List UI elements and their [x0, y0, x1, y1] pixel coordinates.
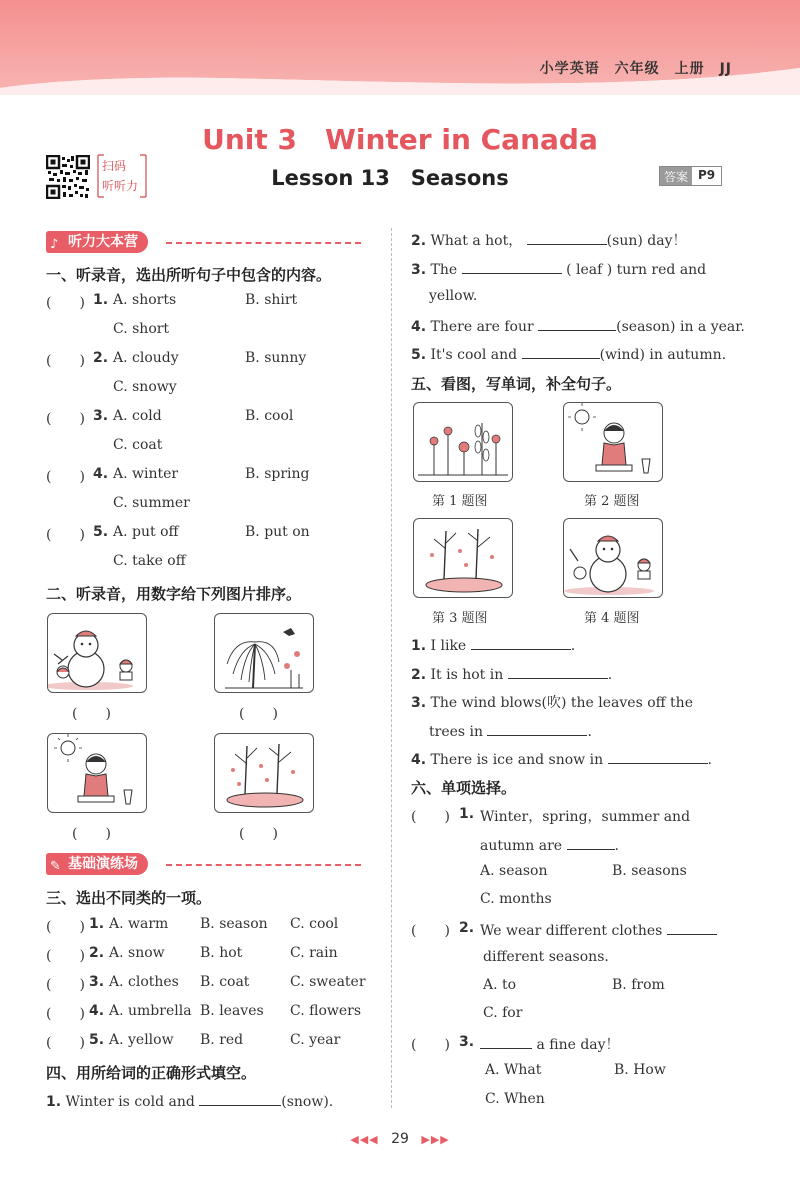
s3-q1-num: 1.	[89, 916, 105, 932]
scan-text-line2: 听听力	[102, 179, 139, 193]
s6-q2-blank[interactable]	[667, 920, 717, 935]
s4-q3-num: 3.	[411, 262, 427, 278]
s6-q1-line2	[480, 835, 619, 854]
s3-q2-option-a: A. snow	[109, 945, 165, 961]
s3-q4-option-a: A. umbrella	[109, 1003, 192, 1019]
s6-q3-line1	[480, 1034, 620, 1054]
banner-practice-pill	[46, 853, 148, 875]
right-arrows-icon: ▶▶▶	[421, 1133, 450, 1146]
s3-q2-option-c: C. rain	[290, 945, 338, 961]
banner-dashed-line	[166, 242, 361, 244]
s5-q4	[411, 749, 712, 768]
s6-q2-num: 2.	[459, 920, 475, 936]
s4-q1-num: 1.	[46, 1094, 62, 1110]
s4-q5-hint: (wind) in autumn.	[599, 347, 727, 363]
s5-caption-2: 第 2 题图	[584, 494, 640, 509]
series-label: 小学英语 六年级 上册 JJ	[539, 61, 732, 77]
s1-q5-option-b: B. put on	[245, 524, 310, 540]
s4-q5	[411, 344, 726, 363]
s4-q3	[411, 259, 706, 278]
s1-q4-num: 4.	[93, 466, 109, 482]
s6-q2-line1-text: We wear different clothes	[480, 923, 663, 939]
s5-q1-blank[interactable]	[471, 635, 571, 650]
s4-q3-text: The	[430, 262, 458, 278]
spring-flowers-picture	[414, 403, 512, 481]
spring-willow-picture	[215, 614, 313, 692]
s6-q1-end: .	[614, 838, 619, 854]
s3-q1-option-b: B. season	[200, 916, 268, 932]
s1-q2-option-c: C. snowy	[113, 379, 177, 395]
pencil-icon: ✎	[50, 859, 61, 874]
s3-q2-num: 2.	[89, 945, 105, 961]
s3-q4-paren[interactable]: ( )	[46, 1006, 85, 1022]
s1-q1-num: 1.	[93, 292, 109, 308]
s5-picture-3	[413, 518, 513, 598]
s3-q2-option-b: B. hot	[200, 945, 243, 961]
s6-q3-option-b: B. How	[614, 1062, 666, 1078]
s5-caption-4: 第 4 题图	[584, 611, 640, 626]
s5-q4-end: .	[707, 752, 712, 768]
summer-girl-picture	[564, 403, 662, 481]
s4-q1	[46, 1091, 333, 1110]
s5-q3-end: .	[587, 724, 592, 740]
snowman-picture	[48, 614, 146, 692]
s1-q1-option-c: C. short	[113, 321, 170, 337]
s3-q1-paren[interactable]: ( )	[46, 919, 85, 935]
s5-q1-text: I like	[430, 638, 467, 654]
s5-q1-num: 1.	[411, 638, 427, 654]
s4-q4-text: There are four	[430, 319, 534, 335]
banner-practice-label: 基础演练场	[68, 856, 138, 872]
s1-q4-option-b: B. spring	[245, 466, 310, 482]
s5-q2-num: 2.	[411, 667, 427, 683]
s6-q2-line1	[480, 920, 717, 939]
headphone-icon: ♪	[50, 237, 59, 252]
s4-q4-blank[interactable]	[538, 316, 616, 331]
answer-key-label: 答案	[660, 167, 692, 185]
s5-q2-blank[interactable]	[508, 664, 608, 679]
s4-q5-blank[interactable]	[522, 344, 600, 359]
s1-q5-paren[interactable]: ( )	[46, 527, 85, 543]
s1-q3-paren[interactable]: ( )	[46, 411, 85, 427]
banner-practice	[46, 853, 366, 877]
s6-q3-blank[interactable]	[480, 1034, 532, 1049]
s3-q3-option-b: B. coat	[200, 974, 250, 990]
s5-q3-num: 3.	[411, 695, 427, 711]
page-footer	[0, 1131, 800, 1147]
section5-title: 五、看图，写单词，补全句子。	[411, 375, 622, 393]
s5-q2-end: .	[607, 667, 613, 683]
s5-q1	[411, 635, 575, 654]
s5-q3-text2: trees in	[429, 724, 484, 740]
s2-pic4-paren[interactable]: ( )	[239, 826, 278, 842]
s1-q4-paren[interactable]: ( )	[46, 469, 85, 485]
s1-q1-option-a: A. shorts	[113, 292, 177, 308]
s1-q2-num: 2.	[93, 350, 109, 366]
s6-q2-line2: different seasons.	[483, 949, 609, 965]
s6-q1-option-c: C. months	[480, 891, 552, 907]
s4-q5-text: It's cool and	[430, 347, 518, 363]
s6-q3-paren[interactable]: ( )	[411, 1037, 450, 1053]
s1-q3-num: 3.	[93, 408, 109, 424]
s3-q4-option-b: B. leaves	[200, 1003, 264, 1019]
left-arrows-icon: ◀◀◀	[350, 1133, 379, 1146]
section4-title: 四、用所给词的正确形式填空。	[46, 1064, 257, 1082]
s5-q4-blank[interactable]	[608, 749, 708, 764]
section1-title: 一、听录音，选出所听句子中包含的内容。	[46, 266, 332, 284]
s3-q4-option-c: C. flowers	[290, 1003, 362, 1019]
s6-q2-option-a: A. to	[483, 977, 517, 993]
s5-picture-2	[563, 402, 663, 482]
s5-q2-text: It is hot in	[430, 667, 504, 683]
s1-q3-option-b: B. cool	[245, 408, 294, 424]
s5-q3-blank[interactable]	[487, 721, 587, 736]
s1-q2-paren[interactable]: ( )	[46, 353, 85, 369]
s4-q4	[411, 316, 745, 335]
s4-q4-hint: (season) in a year.	[616, 319, 745, 335]
s6-q1-option-a: A. season	[480, 863, 548, 879]
s5-q3	[411, 692, 693, 712]
s2-picture-spring	[214, 613, 314, 693]
s3-q3-option-a: A. clothes	[109, 974, 179, 990]
s3-q5-num: 5.	[89, 1032, 105, 1048]
s2-picture-autumn	[214, 733, 314, 813]
s5-caption-3: 第 3 题图	[432, 611, 488, 626]
s3-q1-option-c: C. cool	[290, 916, 339, 932]
s1-q1-paren[interactable]: ( )	[46, 295, 85, 311]
qr-code-icon[interactable]	[46, 155, 90, 199]
s6-q1-num: 1.	[459, 806, 475, 822]
s3-q3-paren[interactable]: ( )	[46, 977, 85, 993]
snowman-picture	[564, 519, 662, 597]
s1-q3-option-c: C. coat	[113, 437, 163, 453]
s4-q3-hint: ( leaf ) turn red and	[566, 262, 707, 278]
s2-pic2-paren[interactable]: ( )	[239, 706, 278, 722]
s3-q2-paren[interactable]: ( )	[46, 948, 85, 964]
s5-picture-1	[413, 402, 513, 482]
s3-q5-option-a: A. yellow	[109, 1032, 174, 1048]
s1-q3-option-a: A. cold	[113, 408, 162, 424]
s4-q1-blank[interactable]	[199, 1091, 281, 1106]
s4-q2-text: What a hot，	[430, 233, 523, 249]
s6-q3-option-c: C. When	[485, 1091, 545, 1107]
s4-q2	[411, 230, 686, 250]
s4-q1-hint: (snow).	[281, 1094, 334, 1110]
s4-q3-cont: yellow.	[429, 288, 478, 304]
s5-q3-cont	[429, 721, 592, 740]
s1-q2-option-a: A. cloudy	[113, 350, 179, 366]
summer-girl-picture	[48, 734, 146, 812]
section2-title: 二、听录音，用数字给下列图片排序。	[46, 585, 302, 603]
s6-q1-blank[interactable]	[567, 835, 615, 850]
s6-q3-num: 3.	[459, 1034, 475, 1050]
s3-q5-paren[interactable]: ( )	[46, 1035, 85, 1051]
s3-q3-option-c: C. sweater	[290, 974, 366, 990]
s6-q2-option-b: B. from	[612, 977, 665, 993]
s1-q5-num: 5.	[93, 524, 109, 540]
banner-listening	[46, 231, 366, 255]
s3-q4-num: 4.	[89, 1003, 105, 1019]
answer-key-badge[interactable]	[659, 166, 722, 186]
s6-q1-paren[interactable]: ( )	[411, 809, 450, 825]
lesson-title: Lesson 13 Seasons	[271, 166, 509, 190]
s3-q3-num: 3.	[89, 974, 105, 990]
s3-q5-option-c: C. year	[290, 1032, 341, 1048]
unit-title: Unit 3 Winter in Canada	[202, 123, 598, 156]
s1-q1-option-b: B. shirt	[245, 292, 298, 308]
s1-q5-option-c: C. take off	[113, 553, 186, 569]
s2-picture-snowman	[47, 613, 147, 693]
scan-text-line1: 扫码	[102, 159, 127, 173]
s5-caption-1: 第 1 题图	[432, 494, 488, 509]
section3-title: 三、选出不同类的一项。	[46, 889, 212, 907]
banner-dashed-line	[166, 864, 361, 866]
s4-q2-num: 2.	[411, 233, 427, 249]
s5-q3-text: The wind blows(吹) the leaves off the	[430, 695, 693, 711]
s6-q3-line1-text: a fine day！	[536, 1037, 620, 1053]
s5-q2	[411, 664, 612, 683]
s6-q2-paren[interactable]: ( )	[411, 923, 450, 939]
s5-q4-text: There is ice and snow in	[430, 752, 604, 768]
s6-q2-option-c: C. for	[483, 1005, 523, 1021]
s4-q2-blank[interactable]	[527, 230, 607, 245]
s3-q1-option-a: A. warm	[109, 916, 169, 932]
s2-picture-summer	[47, 733, 147, 813]
s6-q1-option-b: B. seasons	[612, 863, 687, 879]
s1-q2-option-b: B. sunny	[245, 350, 307, 366]
s5-picture-4	[563, 518, 663, 598]
column-divider	[391, 228, 392, 1108]
autumn-trees-picture	[414, 519, 512, 597]
s1-q4-option-a: A. winter	[113, 466, 179, 482]
autumn-trees-picture	[215, 734, 313, 812]
s2-pic3-paren[interactable]: ( )	[72, 826, 111, 842]
s3-q5-option-b: B. red	[200, 1032, 244, 1048]
s4-q2-hint: (sun) day！	[606, 233, 687, 249]
s4-q1-text: Winter is cold and	[65, 1094, 195, 1110]
scan-to-listen-badge	[96, 153, 148, 199]
header-band	[0, 0, 800, 95]
s4-q4-num: 4.	[411, 319, 427, 335]
page-number: 29	[391, 1131, 409, 1147]
s4-q3-blank[interactable]	[462, 259, 562, 274]
s1-q5-option-a: A. put off	[113, 524, 179, 540]
s1-q4-option-c: C. summer	[113, 495, 190, 511]
s6-q3-option-a: A. What	[485, 1062, 542, 1078]
section6-title: 六、单项选择。	[411, 779, 517, 797]
s5-q4-num: 4.	[411, 752, 427, 768]
s4-q5-num: 5.	[411, 347, 427, 363]
banner-listening-label: 听力大本营	[68, 234, 138, 250]
banner-listening-pill	[46, 231, 148, 253]
s6-q1-line2-text: autumn are	[480, 838, 563, 854]
s5-q1-end: .	[570, 638, 576, 654]
s6-q1-line1: Winter，spring，summer and	[480, 809, 691, 825]
s2-pic1-paren[interactable]: ( )	[72, 706, 111, 722]
answer-key-page: P9	[698, 168, 716, 182]
